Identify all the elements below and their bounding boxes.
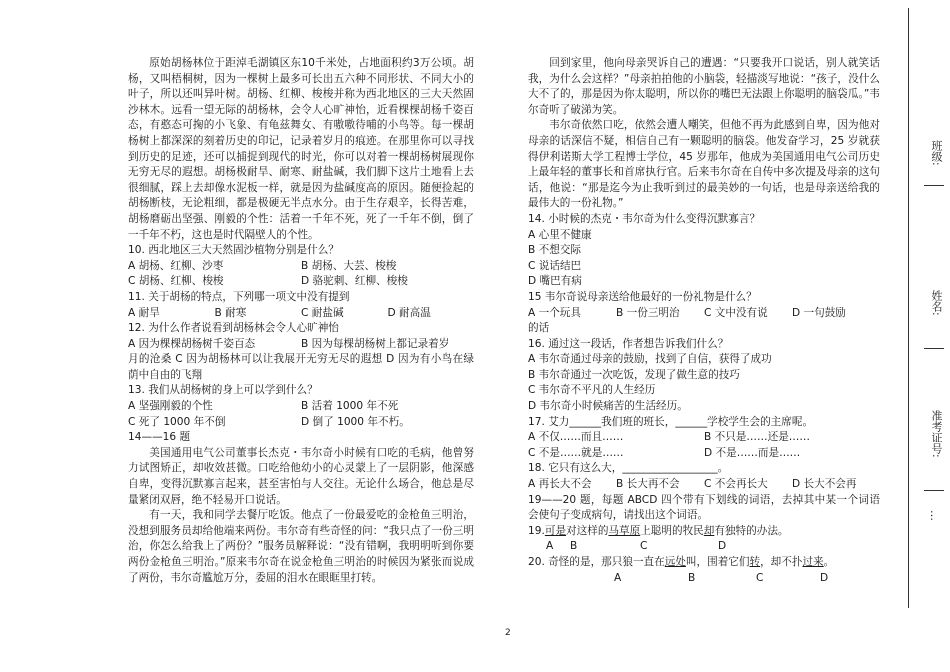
name-underline: [924, 348, 944, 349]
q15-option-a[interactable]: A 一个玩具: [528, 306, 581, 319]
q13-option-c[interactable]: C 死了 1000 年不倒: [128, 415, 226, 428]
question-11: 11. 关于胡杨的特点，下列哪一项文中没有提到: [128, 290, 350, 303]
q18-option-c[interactable]: C 不会再长大: [704, 478, 768, 491]
q14-option-b[interactable]: B 不想交际: [528, 244, 582, 257]
question-20: [528, 555, 880, 571]
q12-options-row-1: [128, 337, 474, 353]
q18-option-d[interactable]: D 长大不会再: [792, 478, 857, 491]
q20-word-a[interactable]: 远处: [664, 556, 686, 568]
q19-text-2: 上聪明的牧民: [640, 524, 704, 537]
q20-text-0: 20. 奇怪的是，那只狼一直在: [528, 556, 665, 568]
q13-options-row-2: [128, 415, 474, 431]
q13-option-b[interactable]: B 活着 1000 年不死: [301, 400, 399, 413]
class-label: 班级:: [930, 140, 943, 166]
q10-option-d[interactable]: D 骆驼刺、红柳、梭梭: [301, 275, 408, 288]
q20-word-c[interactable]: 过来: [802, 556, 824, 568]
exam-id-label: 准考证号:: [930, 410, 943, 458]
passage-welch-3: 回到家里，他向母亲哭诉自己的遭遇：“只要我开口说话，别人就笑话我，为什么会这样？”母亲拍拍他的小脑袋，轻描淡写地说：“孩子，没什么大不了的，那是因为你太聪明，所以你的嘴巴无法跟上你聪明的脑袋瓜。”韦尔奇听了破涕为笑。: [528, 57, 880, 116]
q19-word-d[interactable]: 却: [703, 524, 715, 537]
q11-option-b[interactable]: B 耐寒: [214, 306, 247, 319]
question-15: 15 韦尔奇说母亲送给他最好的一份礼物是什么？: [528, 290, 757, 303]
q15-option-c[interactable]: C 文中没有说: [704, 306, 768, 319]
question-19: [528, 524, 880, 540]
q16-option-d[interactable]: D 韦尔奇小时候痛苦的生活经历。: [528, 400, 688, 413]
q20-letter-c: C: [756, 571, 764, 584]
q14-option-d[interactable]: D 嘴巴有病: [528, 275, 582, 288]
q11-options: [128, 306, 474, 322]
q12-option-b[interactable]: B 因为每棵胡杨树上都记录着岁: [301, 337, 450, 350]
q10-option-b[interactable]: B 胡杨、大芸、梭梭: [301, 259, 397, 272]
q16-option-a[interactable]: A 韦尔奇通过母亲的鼓励，找到了自信，获得了成功: [528, 353, 772, 366]
passage-welch-2: 有一天，我和同学去餐厅吃饭。他点了一份最爱吃的金枪鱼三明治，没想到服务员却给他端来两份。韦尔奇有些奇怪的问：“我只点了一份三明治，你怎么给我上了两份？”服务员解释说：“没有错啊，我明明听到你要两份金枪鱼三明治。”原来韦尔奇在说金枪鱼三明治的时候因为紧张而说成了两份，韦尔奇尴尬万分，委屈的泪水在眼眶里打转。: [128, 509, 474, 584]
section-19-20-instructions: 19——20 题，每题 ABCD 四个带有下划线的词语，去掉其中某一个词语会使句子变成病句，请找出这个词语。: [528, 493, 880, 522]
q18-options: [528, 477, 880, 493]
q19-letter-d: D: [718, 540, 727, 553]
q15-option-d-tail: 的话: [528, 322, 550, 335]
q19-text-1: 对这样的: [566, 524, 609, 537]
binding-line: [908, 8, 909, 608]
q19-word-a[interactable]: 可是: [544, 524, 567, 537]
q15-option-b[interactable]: B 一份三明治: [616, 306, 680, 319]
q20-text-3: 。: [823, 556, 835, 568]
right-column: [528, 56, 880, 586]
q16-option-c[interactable]: C 韦尔奇不平凡的人生经历: [528, 384, 656, 397]
q10-options-row-1: [128, 259, 474, 275]
passage-welch-1: 美国通用电气公司董事长杰克・韦尔奇小时候有口吃的毛病，他曾努力试图矫正，却收效甚微。口吃给他幼小的心灵蒙上了一层阴影，他深感自卑，变得沉默寡言起来，甚至害怕与人交往。无论什么场合，他总是尽量紧闭双唇，绝不轻易开口说话。: [128, 446, 474, 506]
question-17: 17. 艾力______我们班的班长，______学校学生会的主席呢。: [528, 415, 814, 428]
q15-options: [528, 306, 880, 322]
question-14: 14. 小时候的杰克・韦尔奇为什么变得沉默寡言？: [528, 212, 761, 225]
q14-option-a[interactable]: A 心里不健康: [528, 228, 592, 241]
class-underline: [924, 185, 944, 186]
q17-options-row-1: [528, 430, 880, 446]
question-13: 13. 我们从胡杨树的身上可以学到什么？: [128, 384, 318, 397]
q19-word-b[interactable]: 马: [608, 524, 620, 537]
q11-option-c[interactable]: C 耐盐碱: [301, 306, 344, 319]
q19-letter-b: B: [570, 540, 578, 553]
q13-option-a[interactable]: A 坚强刚毅的个性: [128, 400, 213, 413]
q17-option-d[interactable]: D 不是……而是……: [704, 446, 801, 459]
section-14-16-heading: 14——16 题: [128, 431, 191, 444]
question-18: 18. 它只有这么大，__________________。: [528, 462, 729, 475]
q18-option-b[interactable]: B 长大再不会: [616, 478, 680, 491]
question-10: 10. 西北地区三大天然固沙植物分别是什么？: [128, 244, 339, 257]
q17-option-b[interactable]: B 不只是……还是……: [704, 431, 810, 444]
q11-option-a[interactable]: A 耐旱: [128, 306, 160, 319]
q13-option-d[interactable]: D 倒了 1000 年不朽。: [301, 415, 410, 428]
q19-text-3: 有独特的办法。: [714, 524, 789, 537]
q19-letter-c: C: [640, 540, 648, 553]
q12-option-a[interactable]: A 因为棵棵胡杨树千姿百态: [128, 337, 256, 350]
page-number: 2: [505, 628, 511, 638]
q20-letter-d: D: [820, 571, 829, 584]
passage-welch-4: 韦尔奇依然口吃，依然会遭人嘲笑，但他不再为此感到自卑，因为他对母亲的话深信不疑，相信自己有一颗聪明的脑袋。他发奋学习，25 岁就获得伊利诺斯大学工程博士学位，45 岁那年，他成为美国通用电气公司历史上最年轻的董事长和首席执行官。后来韦尔奇在自传中多次提及母亲的这句话，他说：“那是迄今为止我听到过的最美妙的一句话，也是母亲送给我的最伟大的一份礼物。”: [528, 119, 880, 210]
q20-letter-a: A: [614, 571, 622, 584]
q19-word-c[interactable]: 草原: [619, 524, 641, 537]
q17-options-row-2: [528, 446, 880, 462]
q10-option-c[interactable]: C 胡杨、红柳、梭梭: [128, 275, 224, 288]
q19-letters: [528, 539, 880, 555]
name-label: 姓名:: [930, 290, 943, 316]
question-12: 12. 为什么作者说看到胡杨林会令人心旷神怡: [128, 322, 339, 335]
q20-letters: [528, 571, 880, 587]
q20-word-b[interactable]: 转: [749, 556, 761, 568]
q10-option-a[interactable]: A 胡杨、红柳、沙枣: [128, 259, 224, 272]
q17-option-a[interactable]: A 不仅……而且……: [528, 431, 624, 444]
left-column: [128, 56, 474, 586]
question-16: 16. 通过这一段话，作者想告诉我们什么？: [528, 337, 729, 350]
q13-options-row-1: [128, 399, 474, 415]
q11-option-d[interactable]: D 耐高温: [387, 306, 431, 319]
exam-id-underline: [924, 490, 944, 491]
q17-option-c[interactable]: C 不是……就是……: [528, 446, 624, 459]
binding-dots: …: [928, 510, 941, 521]
q20-text-1: 叫，围着它们: [685, 556, 750, 568]
passage-hu-yang: 原始胡杨林位于距淖毛湖镇区东10千米处，占地面积约3万公顷。胡杨，又叫梧桐树，因为一棵树上最多可长出五六种不同形状、不同大小的叶子，所以还叫异叶树。胡杨、红柳、梭梭并称为西北地区的三大天然固沙林木。远看一望无际的胡杨林，会令人心旷神怡，近看棵棵胡杨千姿百态，有憨态可掬的小飞象、有龟兹舞女、有嗷嗷待哺的小鸟等。每一棵胡杨树上都深深的刻着历史的印记，记录着岁月的痕迹。在那里你可以寻找到历史的足迹，还可以捕捉到现代的时光，你可以对着一棵胡杨树展现你无穷无尽的遐想。胡杨极耐旱、耐寒、耐盐碱，我们脚下这片土地看上去很细腻，踩上去却像水泥板一样，就是因为盐碱度高的原因。随便捡起的胡杨断枝，无论粗细，都是极硬无半点水分。由于生存艰辛，长得苦难，胡杨磨砺出坚强、刚毅的个性：活着一千年不死，死了一千年不倒，倒了一千年不朽，这也是时代隔壁人的个性。: [128, 57, 474, 241]
q12-options-rest[interactable]: 月的沧桑 C 因为胡杨林可以让我展开无穷无尽的遐想 D 因为有小鸟在绿荫中自由的飞翔: [128, 353, 474, 381]
q14-option-c[interactable]: C 说话结巴: [528, 259, 582, 272]
q10-options-row-2: [128, 274, 474, 290]
q16-option-b[interactable]: B 韦尔奇通过一次吃饭，发现了做生意的技巧: [528, 368, 740, 381]
q19-number: 19.: [528, 524, 545, 537]
q18-option-a[interactable]: A 再长大不会: [528, 478, 592, 491]
q15-option-d[interactable]: D 一句鼓励: [792, 306, 846, 319]
q20-text-2: ，却不扑: [760, 556, 803, 568]
q19-letter-a: A: [546, 540, 554, 553]
q20-letter-b: B: [688, 571, 696, 584]
